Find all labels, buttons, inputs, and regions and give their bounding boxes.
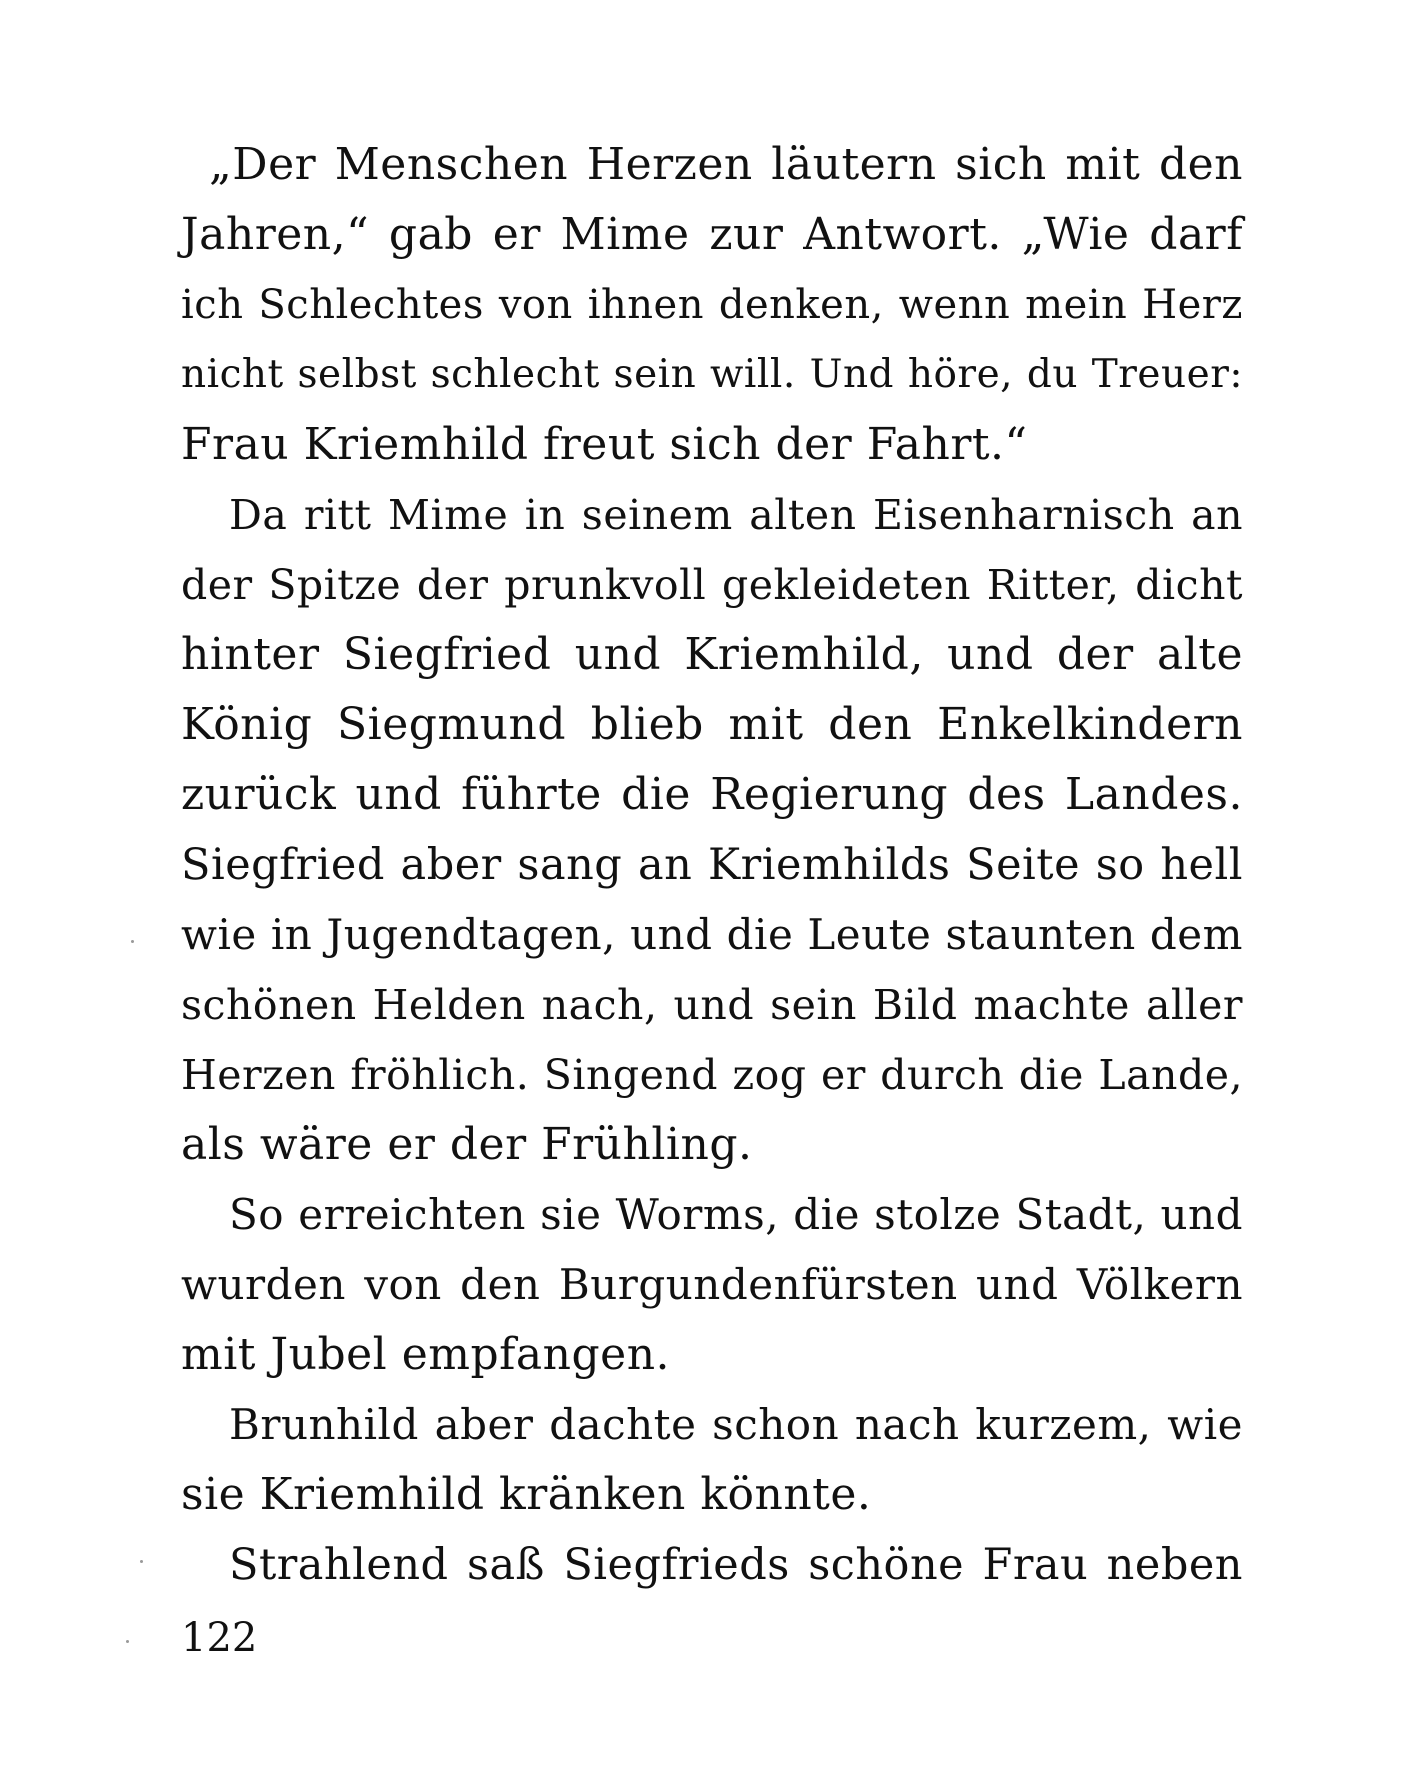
text-line: schönen Helden nach, und sein Bild machte aller bbox=[181, 981, 1243, 1029]
text-line: Frau Kriemhild freut sich der Fahrt.“ bbox=[181, 419, 1028, 470]
text-line: sie Kriemhild kränken könnte. bbox=[181, 1469, 872, 1520]
text-line: Strahlend saß Siegfrieds schöne Frau neben bbox=[229, 1540, 1243, 1590]
text-line: Jahren,“ gab er Mime zur Antwort. „Wie darf bbox=[181, 209, 1243, 260]
scan-speck bbox=[140, 1560, 143, 1563]
text-line: hinter Siegfried und Kriemhild, und der alte bbox=[181, 629, 1243, 680]
text-line: Brunhild aber dachte schon nach kurzem, wie bbox=[229, 1400, 1243, 1449]
scan-speck bbox=[126, 1640, 129, 1643]
text-line: nicht selbst schlecht sein will. Und höre, du Treuer: bbox=[181, 352, 1243, 397]
text-line: wie in Jugendtagen, und die Leute staunten dem bbox=[181, 910, 1243, 959]
text-line: Herzen fröhlich. Singend zog er durch die Lande, bbox=[181, 1051, 1243, 1099]
text-line: Siegfried aber sang an Kriemhilds Seite so hell bbox=[181, 840, 1243, 890]
text-line: wurden von den Burgundenfürsten und Völkern bbox=[181, 1260, 1243, 1309]
text-line: zurück und führte die Regierung des Landes. bbox=[181, 769, 1243, 820]
text-line: mit Jubel empfangen. bbox=[181, 1329, 671, 1380]
text-line: der Spitze der prunkvoll gekleideten Ritter, dicht bbox=[181, 561, 1243, 609]
text-line: König Siegmund blieb mit den Enkelkindern bbox=[181, 699, 1243, 750]
text-line: ich Schlechtes von ihnen denken, wenn mein Herz bbox=[181, 282, 1243, 328]
text-line: als wäre er der Frühling. bbox=[181, 1119, 753, 1170]
scan-speck bbox=[131, 940, 134, 943]
page-number: 122 bbox=[181, 1615, 258, 1661]
text-line: So erreichten sie Worms, die stolze Stadt, und bbox=[229, 1190, 1243, 1239]
text-line: „Der Menschen Herzen läutern sich mit den bbox=[209, 139, 1243, 190]
text-line: Da ritt Mime in seinem alten Eisenharnisch an bbox=[229, 491, 1243, 539]
body-text bbox=[181, 130, 1243, 1600]
